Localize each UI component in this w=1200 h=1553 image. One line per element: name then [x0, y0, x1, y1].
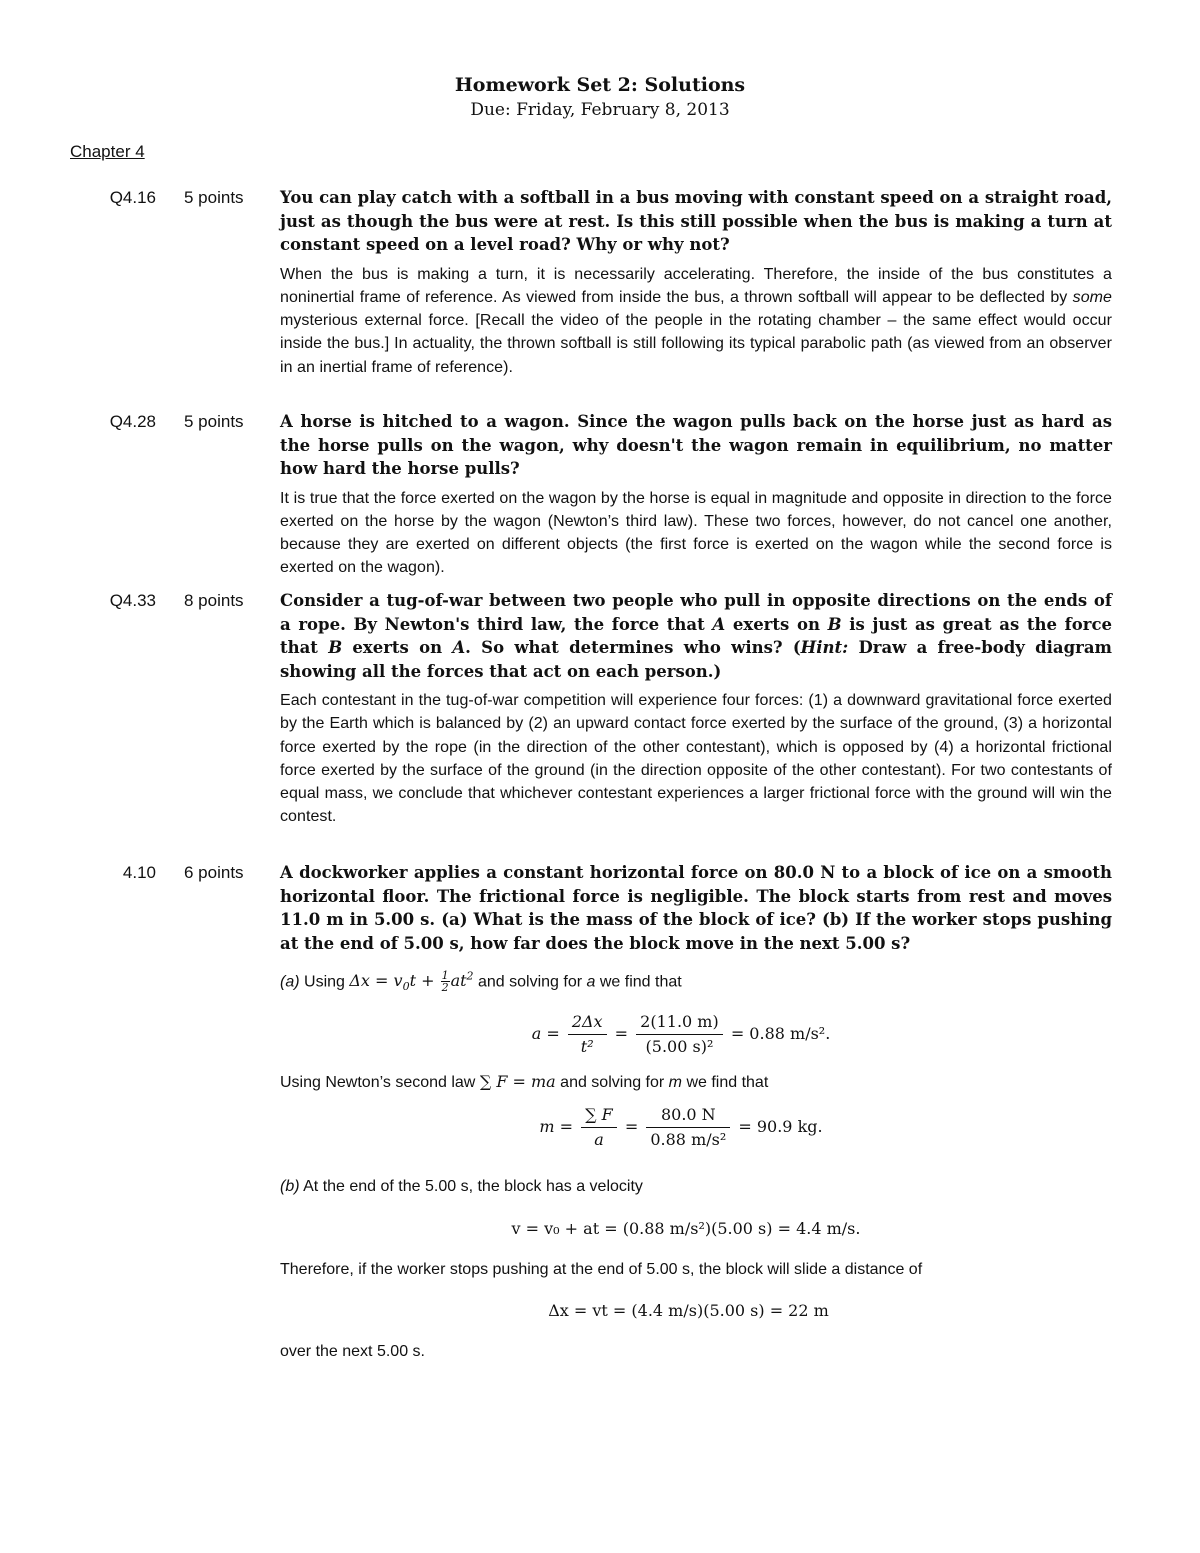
problem-answer [280, 263, 1112, 379]
kinematics-formula [349, 969, 474, 995]
answer-text: Using [299, 973, 350, 991]
variable-m: m [668, 1073, 682, 1091]
answer-text: At the end of the 5.00 s, the block has a velocity [299, 1177, 643, 1195]
half-fraction [441, 970, 450, 993]
fraction-denominator: 0.88 m/s² [650, 1129, 727, 1149]
problem-question [280, 589, 1112, 683]
problem-body [280, 410, 1112, 580]
problem-body [280, 186, 1112, 379]
fraction-numerator: 1 [441, 969, 449, 983]
equals-sign: = [614, 1023, 629, 1043]
answer-emphasis: some [1072, 288, 1112, 306]
problem-question: You can play catch with a softball in a bus moving with constant speed on a straight road, just as though the bus were at rest. Is this still possible when the bus is making a turn at constant speed on a level road? Why or why not? [280, 188, 1112, 254]
fraction-numerator: ∑ F [581, 1104, 617, 1128]
fraction-numerator: 2(11.0 m) [636, 1011, 723, 1035]
fraction-denominator: (5.00 s)² [645, 1036, 714, 1056]
newton-formula: ∑ F = ma [479, 1071, 556, 1091]
fraction-numerator: 2Δx [568, 1011, 607, 1035]
fraction [646, 1104, 730, 1151]
equation-lhs: a = [531, 1023, 560, 1043]
equals-sign: = [624, 1116, 639, 1136]
problem-body [280, 589, 1112, 829]
problem-points: 6 points [184, 863, 244, 882]
variable-b: B [328, 638, 343, 657]
question-text: Consider a tug-of-war between two people who pull in opposite directions on the ends of a rope. By Newton's third law, the force that [280, 591, 1112, 634]
problem-answer: Each contestant in the tug-of-war competition will experience four forces: (1) a downward gravitational force exerted by the Earth which is balanced by (2) an upward contact force exerted by the surface of the ground, (3) a horizontal force exerted by the rope (in the direction of the other contestant), which is opposed by (4) a horizontal frictional force exerted by the surface of the ground (in the direction opposite of the other contestant). For two contestants of equal mass, we conclude that whichever contestant experiences a larger frictional force with the ground will win the contest. [280, 692, 1112, 826]
problem-points: 5 points [184, 188, 244, 207]
answer-text: Using Newton’s second law [280, 1073, 480, 1091]
closing-text: over the next 5.00 s. [280, 1342, 425, 1360]
answer-text: we find that [595, 973, 682, 991]
answer-text: mysterious external force. [Recall the video of the people in the rotating chamber – the same effect would occur inside the bus.] In actuality, the thrown softball is still following its typical parabolic path (as viewed from an observer in an inertial frame of reference). [280, 312, 1112, 376]
equation-mass [250, 1104, 1112, 1151]
document-title: Homework Set 2: Solutions [454, 74, 746, 96]
problem-number: Q4.16 [109, 188, 156, 207]
question-text: . So what determines who wins? ( [465, 638, 801, 657]
part-b-intro [280, 1175, 1112, 1198]
answer-text: and solving for [473, 973, 587, 991]
problem-answer: It is true that the force exerted on the wagon by the horse is equal in magnitude and opposite in direction to the force exerted on the horse by the wagon (Newton’s third law). These two forces, however, do not cancel one another, because they are exerted on different objects (the first force is exerted on the wagon while the second force is exerted on the wagon). [280, 489, 1112, 577]
formula-superscript: 2 [466, 970, 474, 983]
answer-text: we find that [682, 1073, 769, 1091]
problem-question: A dockworker applies a constant horizontal force on 80.0 N to a block of ice on a smooth horizontal floor. The frictional force is negligible. The block starts from rest and moves 11.0 m in 5.00 s. (a) What is the mass of the block of ice? (b) If the worker stops pushing at the end of 5.00 s, how far does the block move in the next 5.00 s? [280, 863, 1112, 953]
equation-velocity: v = v₀ + at = (0.88 m/s²)(5.00 s) = 4.4 m/s. [511, 1218, 861, 1238]
fraction-numerator: 80.0 N [646, 1104, 730, 1128]
variable-a: A [452, 638, 466, 657]
problem-number: Q4.28 [109, 412, 156, 431]
hint-label: Hint: [800, 638, 849, 657]
answer-text: When the bus is making a turn, it is necessarily accelerating. Therefore, the inside of the bus constitutes a noninertial frame of reference. As viewed from inside the bus, a thrown softball will appear to be deflected by [280, 265, 1112, 306]
problem-question: A horse is hitched to a wagon. Since the wagon pulls back on the horse just as hard as the horse pulls on the wagon, why doesn't the wagon remain in equilibrium, no matter how hard the horse pulls? [280, 412, 1112, 478]
problem-number: Q4.33 [109, 591, 156, 610]
document-header [0, 72, 1200, 122]
part-label: (a) [280, 973, 300, 991]
formula-part: t + [409, 971, 440, 991]
question-text: exerts on [342, 638, 453, 657]
fraction [636, 1011, 723, 1058]
fraction-denominator: t² [580, 1036, 594, 1056]
fraction [581, 1104, 617, 1151]
fraction [568, 1011, 607, 1058]
variable-a: A [712, 614, 726, 634]
problem-points: 5 points [184, 412, 244, 431]
variable-a: a [586, 973, 596, 991]
variable-b: B [827, 614, 842, 634]
answer-text: and solving for [555, 1073, 669, 1091]
fraction-denominator: 2 [441, 981, 449, 995]
equation-rhs: = 90.9 kg. [738, 1116, 823, 1136]
equation-distance: Δx = vt = (4.4 m/s)(5.00 s) = 22 m [548, 1300, 829, 1320]
equation-rhs: = 0.88 m/s². [730, 1023, 831, 1043]
formula-part: at [450, 971, 467, 991]
equation-lhs: m = [539, 1116, 574, 1136]
therefore-text: Therefore, if the worker stops pushing at the end of 5.00 s, the block will slide a distance of [280, 1260, 923, 1278]
question-text: exerts on [725, 614, 828, 634]
part-label: (b) [280, 1177, 300, 1195]
part-a-intro [280, 965, 1112, 999]
problem-number: 4.10 [122, 863, 156, 882]
fraction-denominator: a [594, 1129, 604, 1149]
problem-points: 8 points [184, 591, 244, 610]
formula-subscript: 0 [402, 980, 410, 994]
newton-intro [280, 1070, 1112, 1094]
problem-body [280, 861, 1112, 1363]
question-text: is just as great as the force that [280, 614, 1113, 657]
chapter-heading: Chapter 4 [70, 142, 145, 161]
formula-part: Δx = v [349, 971, 403, 991]
due-date: Due: Friday, February 8, 2013 [470, 100, 730, 120]
equation-acceleration [250, 1011, 1112, 1058]
question-text: Draw a free-body diagram showing all the forces that act on each person.) [280, 638, 1112, 681]
